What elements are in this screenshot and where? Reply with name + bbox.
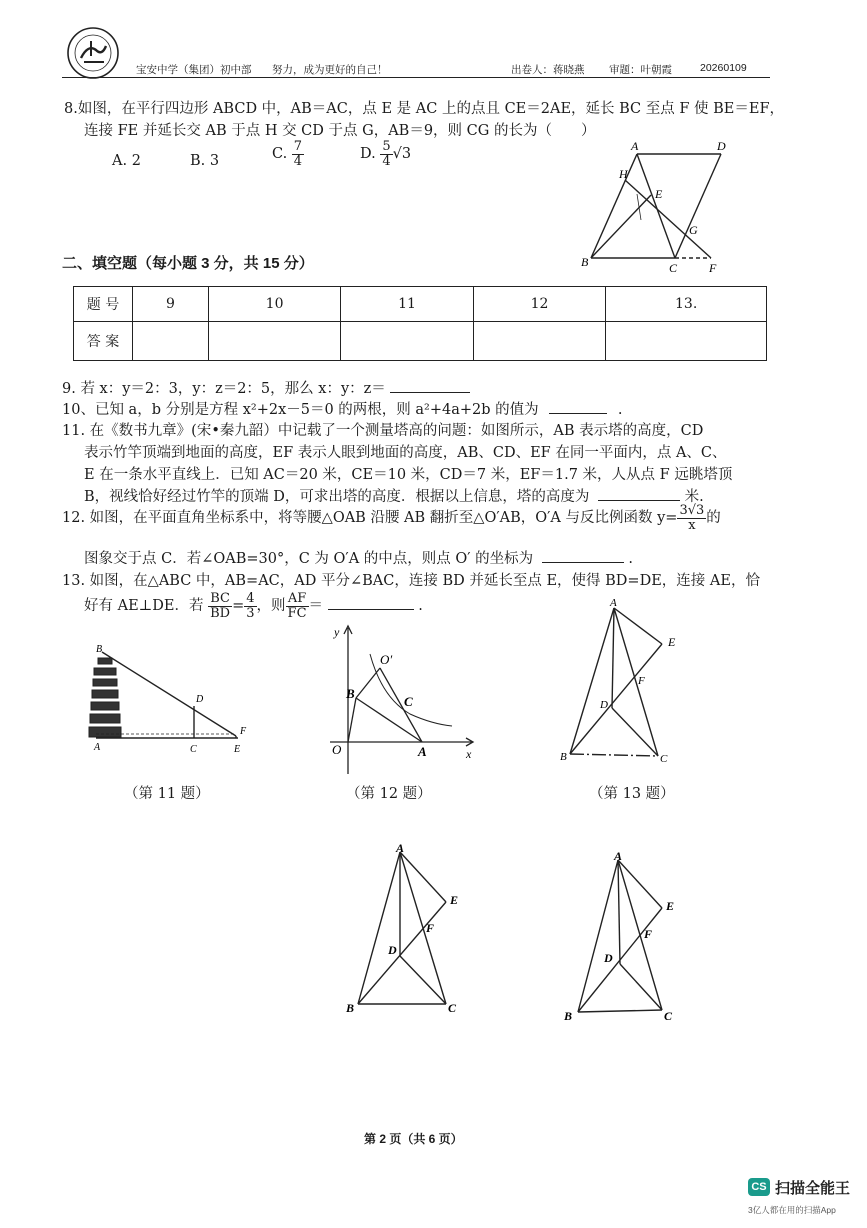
label-e: E [655,187,663,201]
label-d: D [604,951,613,965]
q12-figure [320,618,480,778]
seg-be [591,195,651,258]
q13-line2 [84,592,423,620]
answer-table-answer-row [74,322,767,361]
seg-bc [578,1010,662,1012]
sight-line-bf [102,652,236,736]
q9 [62,378,470,400]
q13-figure [552,594,692,774]
q11-text4: B，视线恰好经过竹竿的顶端 D，可求出塔的高度．根据以上信息，塔的高度为 [84,489,590,505]
frac-num: 4 [246,591,255,606]
answer-table-col-9: 9 [133,287,209,322]
scanner-tagline: 3亿人都在用的扫描App [748,1205,836,1215]
seg-be [358,902,446,1004]
q10-text: 10、已知 a，b 分别是方程 x²+2x－5＝0 的两根，则 a²+4a+2b 的值为 [62,402,539,418]
label-f: F [240,726,247,737]
label-b: B [96,644,103,655]
label-d: D [717,139,726,153]
frac-num: AF [286,592,309,607]
scanner-watermark [748,1176,863,1222]
q10-end: . [617,402,623,418]
label-f: F [638,675,645,687]
answer-cell-11[interactable] [341,322,473,361]
label-e: E [234,744,241,755]
q11-line1: 11. 在《数书九章》(宋•秦九韶）中记载了一个测量塔高的问题：如图所示，AB 表示塔的高度，CD [62,423,704,439]
header-school: 宝安中学（集团）初中部 [136,64,252,76]
seg-ad [618,860,620,964]
label-d: D [600,699,608,711]
label-c: C [448,1001,457,1015]
q12-text1: 12. 如图，在平面直角坐标系中，将等腰△OAB 沿腰 AB 翻折至△O′AB，O′A 与反比例函数 y= [62,510,678,527]
frac-den: 3 [246,605,255,621]
label-h: H [619,167,628,181]
seg-ae [614,608,662,644]
q8-option-a: A. 2 [112,153,141,169]
header-author: 出卷人：蒋晓燕 [511,64,585,76]
extra-figure-left [338,840,478,1020]
label-a: A [610,597,617,609]
frac-den: 4 [382,153,391,169]
q11-unit: 米. [684,489,704,505]
answer-table-label-answer: 答 案 [74,322,133,361]
q12-fraction [677,504,706,532]
answer-table-col-10: 10 [208,287,340,322]
school-logo [66,26,120,80]
q8-option-b: B. 3 [190,153,220,169]
q13-eq: = [232,598,245,615]
header-rule [62,77,770,78]
header-reviewer: 审题：叶朝霞 [609,64,672,76]
q8-option-c-fraction [292,140,304,168]
q13-text2a: 好有 AE⊥DE．若 [84,598,204,615]
page-footer: 第 2 页（共 6 页） [364,1132,463,1146]
label-e: E [668,635,676,649]
scanner-brand: 扫描全能王 [775,1180,851,1197]
label-b: B [346,1001,355,1015]
label-a: A [631,139,639,153]
q11-line2: 表示竹竿顶端到地面的高度，EF 表示人眼到地面的高度，AB、CD、EF 在同一平面内，点 A、C、 [84,445,727,461]
q10-blank[interactable] [549,413,607,414]
q8-line1 [64,98,784,120]
frac-den: FC [287,605,307,621]
seg-o-prime-a [380,668,422,742]
q9-text: 9. 若 x：y＝2：3，y：z＝2：5，那么 x：y：z＝ [62,381,386,397]
scanner-badge-icon: CS [748,1178,770,1196]
q12-blank[interactable] [542,562,624,563]
seg-ac [637,154,675,258]
seg-ab [570,608,614,754]
header-motto: 努力，成为更好的自己！ [272,64,388,76]
q11-figure [84,640,259,760]
q9-blank[interactable] [390,392,470,393]
answer-table-label-number: 题 号 [74,287,133,322]
answer-cell-10[interactable] [208,322,340,361]
section2-title: 二、填空题（每小题 3 分，共 15 分） [62,255,314,272]
seg-ob [348,698,356,742]
q12-end: . [628,551,634,567]
answer-table-header-row [74,287,767,322]
caption-q12: （第 12 题） [346,786,432,802]
caption-q13: （第 13 题） [589,786,675,802]
seg-ad [612,608,614,708]
answer-cell-13[interactable] [606,322,767,361]
q11-blank[interactable] [598,500,680,501]
label-g: G [689,223,698,237]
seg-ab [358,852,400,1004]
q13-line1: 13. 如图，在△ABC 中，AB=AC，AD 平分∠BAC，连接 BD 并延长至点 E，使得 BD=DE，连接 AE，恰 [62,573,760,589]
q13-fraction-af-fc [286,592,309,620]
label-e: E [666,899,675,913]
q12-text2: 图象交于点 C．若∠OAB=30°，C 为 O′A 的中点，则点 O′ 的坐标为 [84,551,534,567]
label-c: C [660,753,668,765]
seg-dc [675,154,721,258]
label-b: B [560,751,567,763]
frac-num: 5 [382,139,391,154]
label-d: D [196,694,204,705]
q8-number: 8. [64,101,78,117]
frac-den: x [688,517,696,533]
frac-num: 7 [293,139,303,154]
answer-table-col-11: 11 [341,287,473,322]
q12-line2 [84,548,633,570]
q8-option-d-fraction [380,140,392,168]
q13-end: . [418,598,423,615]
seg-bc [570,754,658,756]
label-f: F [709,261,717,275]
label-o-prime: O′ [380,652,393,667]
answer-cell-12[interactable] [473,322,605,361]
label-b: B [581,255,589,269]
label-a: A [94,742,101,753]
frac-num: BC [208,592,232,607]
q8-option-c-label: C. [272,146,288,163]
seg-ab [578,860,618,1012]
label-d: D [388,943,397,957]
seg-ab [591,154,637,258]
frac-den: BD [210,605,231,621]
q8-option-d [360,140,411,168]
label-e: E [450,893,459,907]
label-x: x [466,747,472,761]
q13-text2b: ，则 [256,598,286,615]
seg-bo-prime [356,668,380,698]
q13-fraction-bc-bd [208,592,232,620]
label-b: B [346,686,355,701]
answer-table-col-13: 13. [606,287,767,322]
extra-figure-right [556,848,696,1028]
label-b: B [564,1009,573,1023]
q10 [62,399,623,421]
label-a: A [614,849,623,863]
q8-figure [575,138,735,278]
q8-text1: 如图，在平行四边形 ABCD 中，AB＝AC，点 E 是 AC 上的点且 CE＝2AE，延长 BC 至点 F 使 BE＝EF， [77,101,785,117]
q13-blank[interactable] [328,609,414,610]
answer-table [73,286,767,361]
q12-line1 [62,504,721,532]
label-o: O [332,742,342,757]
label-c: C [669,261,678,275]
q8-option-d-radical: √3 [392,146,412,163]
label-y: y [334,625,340,639]
label-c: C [190,744,197,755]
frac-den: 4 [293,153,303,169]
answer-cell-9[interactable] [133,322,209,361]
label-f: F [426,921,435,935]
seg-be [570,644,662,754]
q8-line2: 连接 FE 并延长交 AB 于点 H 交 CD 于点 G，AB＝9，则 CG 的长为（ ） [84,123,596,139]
q8-option-c [272,140,304,168]
q13-fraction-4-3 [244,592,256,620]
seg-hf [625,180,711,258]
frac-num: 3√3 [679,503,705,518]
header-date: 20260109 [700,62,747,74]
q12-after: 的 [706,510,721,527]
label-a: A [396,841,405,855]
tower-drawing [89,658,121,737]
q13-text2c: ＝ [308,598,324,615]
answer-table-col-12: 12 [473,287,605,322]
label-f: F [644,927,653,941]
label-c: C [404,694,413,709]
q8-option-d-label: D. [360,146,376,163]
label-c: C [664,1009,673,1023]
label-a: A [418,744,427,759]
caption-q11: （第 11 题） [124,786,210,802]
q11-line3: E 在一条水平直线上．已知 AC＝20 米，CE＝10 米，CD＝7 米，EF＝1.7 米，人从点 F 远眺塔顶 [84,467,733,483]
